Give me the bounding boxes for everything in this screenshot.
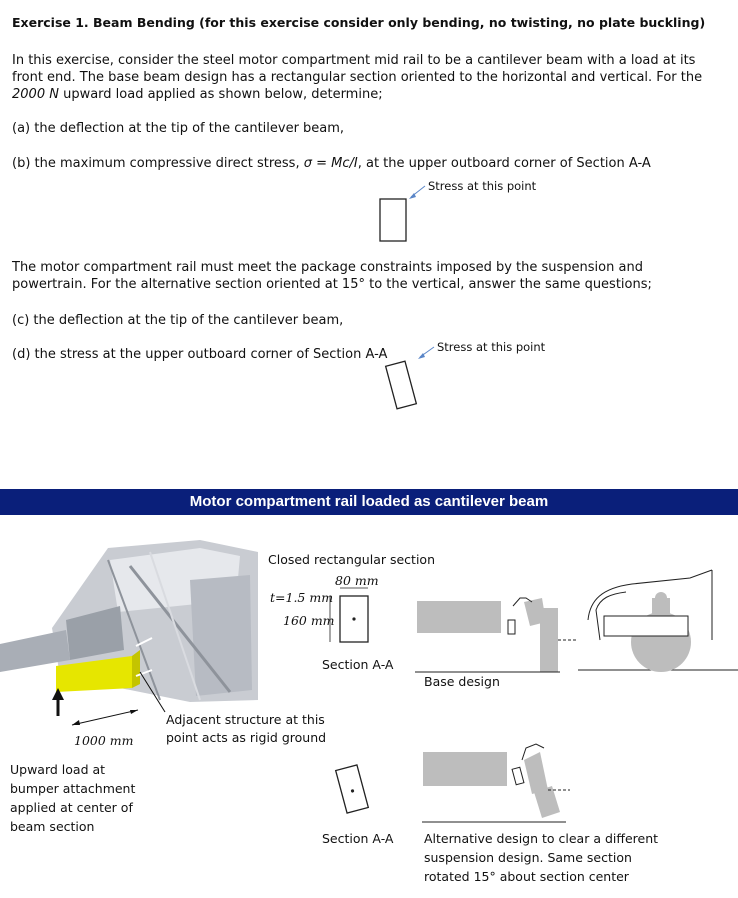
alt-line-3: rotated 15° about section center xyxy=(424,869,629,884)
section-label-1: Section A-A xyxy=(322,657,394,672)
stress-note-2: Stress at this point xyxy=(437,340,546,354)
question-b-post: , at the upper outboard corner of Section A-A xyxy=(357,156,651,171)
base-design-label: Base design xyxy=(424,674,500,689)
question-b-pre: (b) the maximum compressive direct stress, xyxy=(12,156,304,171)
stress-note-1: Stress at this point xyxy=(428,179,537,193)
load-line-3: applied at center of xyxy=(10,800,133,815)
dim-width: 80 mm xyxy=(335,573,379,588)
question-c: (c) the deflection at the tip of the cantilever beam, xyxy=(12,313,344,328)
load-line-1: Upward load at xyxy=(10,762,106,777)
figure-banner: Motor compartment rail loaded as cantilever beam xyxy=(0,489,738,515)
section-aa-alt xyxy=(336,765,369,813)
length-label: 1000 mm xyxy=(74,733,134,748)
alternative-design-assembly xyxy=(422,744,570,822)
adjacent-line-1: Adjacent structure at this xyxy=(166,712,325,727)
base-design-assembly xyxy=(415,598,576,672)
stress-pointer-2 xyxy=(418,347,434,359)
question-a: (a) the deflection at the tip of the cantilever beam, xyxy=(12,121,345,136)
intro-line-3-rest: upward load applied as shown below, determine; xyxy=(58,87,383,102)
upward-load-arrow xyxy=(52,688,64,716)
section-aa-base xyxy=(330,588,368,642)
dim-thickness: t=1.5 mm xyxy=(270,590,334,605)
dim-height: 160 mm xyxy=(283,613,335,628)
intro-line-1: In this exercise, consider the steel motor compartment mid rail to be a cantilever beam with a load at its xyxy=(12,53,696,68)
section-box-rotated xyxy=(386,361,417,409)
vehicle-front-view xyxy=(578,570,738,672)
section-box-upright xyxy=(380,199,406,241)
intro-line-2: front end. The base beam design has a rectangular section oriented to the horizontal and vertical. For the xyxy=(12,70,703,85)
load-line-4: beam section xyxy=(10,819,95,834)
stress-pointer-1 xyxy=(409,186,425,199)
question-d: (d) the stress at the upper outboard corner of Section A-A xyxy=(12,347,388,362)
exercise-title: Exercise 1. Beam Bending (for this exercise consider only bending, no twisting, no plate buckling) xyxy=(12,15,706,30)
constraint-line-2: powertrain. For the alternative section oriented at 15° to the vertical, answer the same questions; xyxy=(12,277,652,292)
adjacent-line-2: point acts as rigid ground xyxy=(166,730,327,745)
stress-formula: σ = Mc/I xyxy=(303,156,358,171)
length-dimension xyxy=(72,710,138,725)
load-value: 2000 N xyxy=(12,87,59,102)
section-heading: Closed rectangular section xyxy=(268,552,435,567)
constraint-line-1: The motor compartment rail must meet the package constraints imposed by the suspension and xyxy=(12,260,643,275)
load-line-2: bumper attachment xyxy=(10,781,136,796)
alt-line-1: Alternative design to clear a different xyxy=(424,831,659,846)
alt-line-2: suspension design. Same section xyxy=(424,850,632,865)
section-label-2: Section A-A xyxy=(322,831,394,846)
